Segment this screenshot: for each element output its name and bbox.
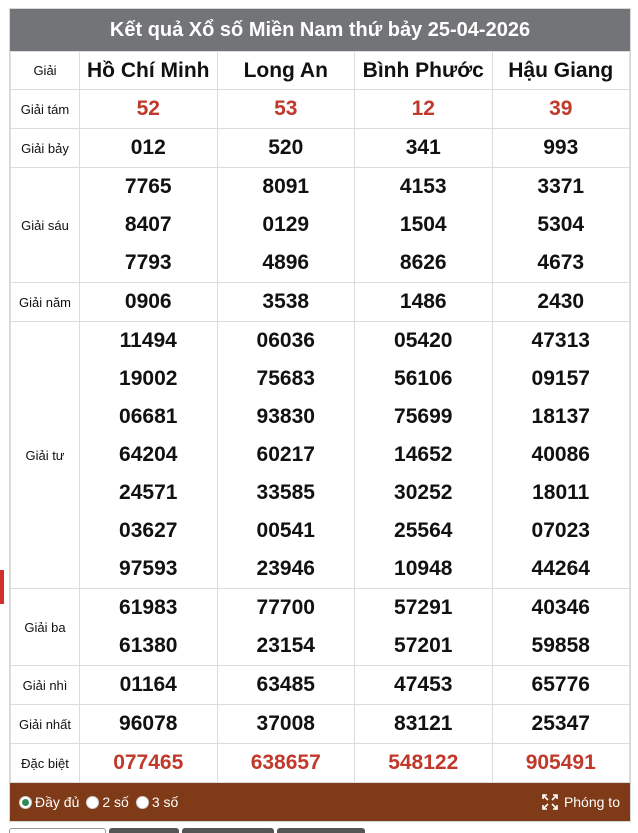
- prize-number: 75699: [394, 405, 453, 428]
- province-header-hau-giang: Hậu Giang: [492, 52, 630, 90]
- prize-number: 8626: [399, 251, 447, 274]
- prize-cell: [492, 589, 630, 666]
- prize-number: 14652: [394, 443, 453, 466]
- prize-number: 06681: [119, 405, 178, 428]
- prize-number: 00541: [256, 519, 315, 542]
- prize-cell: [492, 168, 630, 283]
- prize-number: 96078: [119, 712, 178, 735]
- prize-row: [11, 589, 630, 666]
- option-2-digits-label: 2 số: [102, 794, 129, 810]
- prize-number: 97593: [119, 557, 178, 580]
- prize-number: 05420: [394, 329, 453, 352]
- prize-cell: [355, 589, 493, 666]
- prize-number: 2430: [537, 290, 585, 313]
- prize-cell: [217, 129, 355, 168]
- prize-number: 61983: [119, 596, 178, 619]
- prize-number: 341: [405, 136, 441, 159]
- prize-number: 8091: [262, 175, 310, 198]
- prize-row: [11, 744, 630, 783]
- prize-cell: [492, 322, 630, 589]
- prize-number: 60217: [256, 443, 315, 466]
- prize-number: 24571: [119, 481, 178, 504]
- prize-label: Giải tám: [11, 90, 80, 129]
- prize-cell: [80, 744, 218, 783]
- prize-row: [11, 168, 630, 283]
- prize-number: 53: [274, 97, 298, 120]
- zoom-label: Phóng to: [563, 794, 620, 810]
- prize-number: 3538: [262, 290, 310, 313]
- prize-number: 077465: [113, 751, 184, 774]
- prize-cell: [492, 705, 630, 744]
- option-2-digits[interactable]: [86, 794, 128, 810]
- prize-number: 1504: [399, 213, 447, 236]
- prize-cell: [80, 322, 218, 589]
- prize-number: 18011: [532, 481, 590, 504]
- prize-cell: [217, 168, 355, 283]
- tab-1[interactable]: [9, 828, 106, 833]
- prize-number: 47313: [531, 329, 590, 352]
- prize-cell: [80, 589, 218, 666]
- prize-row: [11, 705, 630, 744]
- prize-cell: [80, 129, 218, 168]
- prize-number: 12: [411, 97, 435, 120]
- prize-number: 10948: [394, 557, 453, 580]
- prize-number: 56106: [394, 367, 453, 390]
- prize-cell: [355, 322, 493, 589]
- prize-cell: [217, 744, 355, 783]
- prize-number: 01164: [119, 673, 177, 696]
- prize-label: Giải sáu: [11, 168, 80, 283]
- prize-number: 37008: [256, 712, 315, 735]
- prize-cell: [492, 90, 630, 129]
- prize-cell: [492, 666, 630, 705]
- header-prize-label: Giải: [11, 52, 80, 90]
- prize-number: 52: [136, 97, 160, 120]
- prize-number: 93830: [256, 405, 315, 428]
- prize-number: 63485: [256, 673, 315, 696]
- results-table: [10, 51, 630, 783]
- prize-number: 09157: [531, 367, 590, 390]
- prize-label: Giải nhì: [11, 666, 80, 705]
- prize-number: 4153: [399, 175, 447, 198]
- prize-cell: [355, 90, 493, 129]
- prize-number: 18137: [531, 405, 590, 428]
- prize-label: Giải tư: [11, 322, 80, 589]
- prize-label: Giải nhất: [11, 705, 80, 744]
- option-3-digits-label: 3 số: [151, 794, 179, 810]
- prize-number: 548122: [388, 751, 459, 774]
- prize-number: 1486: [399, 290, 447, 313]
- prize-cell: [355, 129, 493, 168]
- prize-number: 0129: [262, 213, 310, 236]
- tab-2[interactable]: [109, 828, 179, 833]
- prize-number: 77700: [256, 596, 315, 619]
- prize-cell: [492, 283, 630, 322]
- prize-number: 23946: [256, 557, 315, 580]
- prize-number: 06036: [256, 329, 315, 352]
- prize-number: 4673: [537, 251, 585, 274]
- prize-number: 39: [549, 97, 573, 120]
- prize-cell: [355, 666, 493, 705]
- side-red-marker: [0, 570, 4, 604]
- tab-3[interactable]: [182, 828, 274, 833]
- results-footer: [10, 783, 630, 821]
- prize-number: 11494: [119, 329, 177, 352]
- prize-row: [11, 90, 630, 129]
- prize-cell: [217, 90, 355, 129]
- prize-cell: [217, 666, 355, 705]
- expand-icon: [542, 794, 558, 810]
- bottom-tabs: [9, 828, 368, 833]
- prize-cell: [217, 705, 355, 744]
- prize-number: 65776: [531, 673, 590, 696]
- prize-cell: [355, 168, 493, 283]
- zoom-button[interactable]: [542, 794, 620, 810]
- province-header-long-an: Long An: [217, 52, 355, 90]
- prize-number: 3371: [537, 175, 585, 198]
- prize-number: 59858: [531, 634, 590, 657]
- prize-number: 19002: [119, 367, 178, 390]
- prize-number: 7793: [124, 251, 172, 274]
- prize-number: 638657: [250, 751, 321, 774]
- prize-cell: [217, 283, 355, 322]
- prize-row: [11, 666, 630, 705]
- prize-cell: [492, 744, 630, 783]
- radio-3-digits[interactable]: [136, 796, 149, 809]
- prize-cell: [80, 283, 218, 322]
- prize-cell: [80, 90, 218, 129]
- prize-number: 012: [130, 136, 166, 159]
- prize-cell: [355, 705, 493, 744]
- prize-cell: [80, 705, 218, 744]
- prize-number: 40346: [531, 596, 590, 619]
- prize-label: Giải bảy: [11, 129, 80, 168]
- results-title: Kết quả Xổ số Miền Nam thứ bảy 25-04-2026: [10, 9, 630, 51]
- prize-number: 30252: [394, 481, 453, 504]
- prize-cell: [217, 589, 355, 666]
- prize-number: 8407: [124, 213, 172, 236]
- prize-number: 47453: [394, 673, 453, 696]
- prize-number: 25347: [531, 712, 590, 735]
- prize-number: 07023: [531, 519, 590, 542]
- prize-number: 57291: [394, 596, 453, 619]
- prize-number: 4896: [262, 251, 310, 274]
- prize-number: 993: [543, 136, 579, 159]
- prize-number: 83121: [394, 712, 453, 735]
- prize-number: 64204: [119, 443, 178, 466]
- table-header-row: [11, 52, 630, 90]
- digit-display-options: [19, 794, 185, 810]
- prize-cell: [217, 322, 355, 589]
- prize-number: 905491: [525, 751, 596, 774]
- prize-number: 75683: [256, 367, 315, 390]
- option-full[interactable]: [19, 794, 79, 810]
- prize-number: 7765: [124, 175, 172, 198]
- prize-cell: [492, 129, 630, 168]
- prize-cell: [355, 283, 493, 322]
- prize-cell: [80, 168, 218, 283]
- prize-number: 23154: [256, 634, 315, 657]
- province-header-binh-phuoc: Bình Phước: [355, 52, 493, 90]
- province-header-hcm: Hồ Chí Minh: [80, 52, 218, 90]
- prize-row: [11, 129, 630, 168]
- prize-number: 25564: [394, 519, 453, 542]
- prize-number: 520: [268, 136, 304, 159]
- tab-4[interactable]: [277, 828, 365, 833]
- prize-label: Giải ba: [11, 589, 80, 666]
- option-full-label: Đầy đủ: [35, 794, 80, 810]
- prize-row: [11, 283, 630, 322]
- prize-number: 40086: [531, 443, 590, 466]
- prize-number: 0906: [124, 290, 172, 313]
- radio-full[interactable]: [19, 796, 32, 809]
- prize-number: 5304: [537, 213, 585, 236]
- radio-2-digits[interactable]: [86, 796, 99, 809]
- prize-cell: [355, 744, 493, 783]
- prize-number: 44264: [531, 557, 590, 580]
- prize-cell: [80, 666, 218, 705]
- prize-number: 61380: [119, 634, 178, 657]
- prize-number: 33585: [256, 481, 315, 504]
- option-3-digits[interactable]: [136, 794, 178, 810]
- prize-number: 57201: [394, 634, 453, 657]
- prize-label: Đặc biệt: [11, 744, 80, 783]
- results-panel: [9, 8, 631, 822]
- prize-label: Giải năm: [11, 283, 80, 322]
- prize-row: [11, 322, 630, 589]
- prize-number: 03627: [119, 519, 178, 542]
